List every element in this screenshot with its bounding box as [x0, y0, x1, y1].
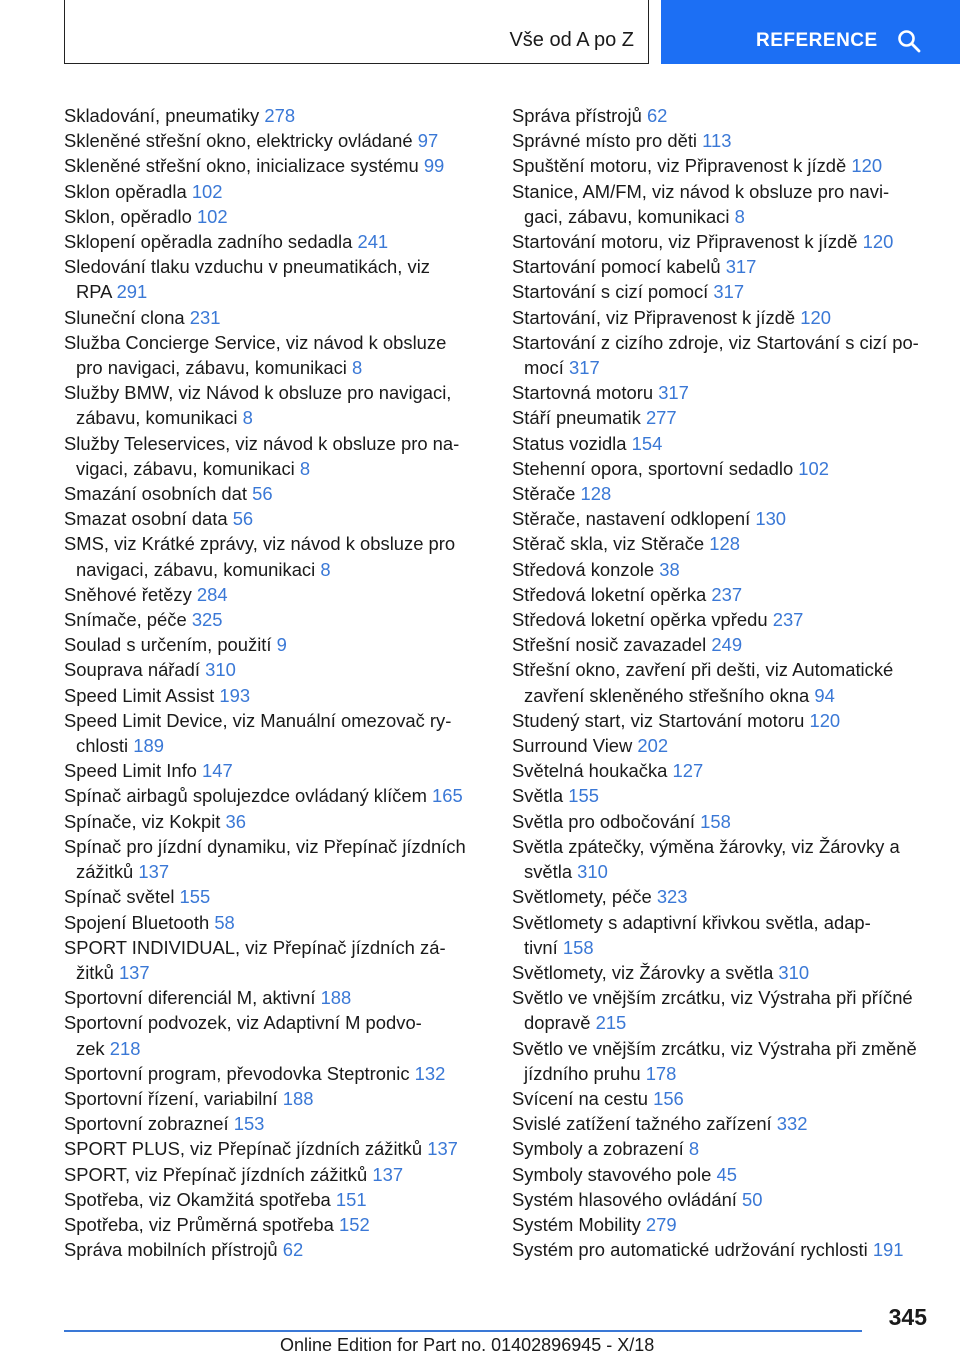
page-reference-link[interactable]: 317: [568, 357, 600, 379]
page-reference-link[interactable]: 158: [700, 810, 731, 832]
page-reference-link[interactable]: 137: [138, 861, 170, 883]
index-entry-text: Skleněné střešní okno, inicializace systému: [64, 155, 419, 177]
index-entry-text: pro navigaci, zábavu, komunikaci: [76, 357, 347, 379]
index-entry: [64, 884, 484, 909]
section-title: Vše od A po Z: [509, 29, 634, 51]
index-entry: [512, 960, 932, 985]
index-entry-text: Střešní nosič zavazadel: [512, 634, 707, 656]
index-entry-text: Stěrače: [512, 483, 576, 505]
index-entry: [64, 481, 484, 506]
index-entry: [64, 1086, 484, 1111]
page-reference-link[interactable]: 215: [595, 1012, 627, 1034]
index-entry-text: Sněhové řetězy: [64, 583, 192, 605]
page-reference-link[interactable]: 188: [320, 987, 352, 1009]
index-entry: [64, 506, 484, 531]
page-reference-link[interactable]: 120: [851, 155, 883, 177]
index-entry: [64, 531, 484, 581]
page-reference-link[interactable]: 8: [688, 1138, 700, 1160]
index-entry: [512, 380, 932, 405]
index-entry: [64, 1187, 484, 1212]
page-reference-link[interactable]: 36: [225, 810, 246, 832]
index-entry: [512, 557, 932, 582]
page-reference-link[interactable]: 130: [755, 508, 787, 530]
footer-divider: [64, 1330, 862, 1332]
index-entry: [512, 834, 932, 884]
page-reference-link[interactable]: 310: [778, 961, 810, 983]
index-entry: [512, 179, 932, 229]
index-entry-text: Sportovní program, převodovka Steptronic: [64, 1062, 410, 1084]
index-entry-text: Startování motoru, viz Připravenost k jízdě: [512, 231, 858, 253]
index-entry-text: Spínače, viz Kokpit: [64, 810, 221, 832]
index-entry-text: Světelná houkačka: [512, 760, 668, 782]
index-entry-text: Služby BMW, viz Návod k obsluze pro navigaci,: [64, 382, 452, 404]
page-reference-link[interactable]: 153: [233, 1113, 265, 1135]
index-entry-text: Stáří pneumatik: [512, 407, 641, 429]
index-entry-text: Status vozidla: [512, 432, 627, 454]
page-reference-link[interactable]: 188: [282, 1087, 314, 1109]
index-entry: [64, 910, 484, 935]
page-reference-link[interactable]: 151: [335, 1188, 367, 1210]
index-entry: [512, 607, 932, 632]
page-reference-link[interactable]: 8: [242, 407, 253, 429]
index-entry: [512, 456, 932, 481]
index-entry-text: Spotřeba, viz Okamžitá spotřeba: [64, 1188, 331, 1210]
page-reference-link[interactable]: 317: [725, 256, 757, 278]
index-entry: [64, 1010, 484, 1060]
index-entry-text: Služba Concierge Service, viz návod k obsluze: [64, 331, 447, 353]
index-entry-text: Speed Limit Device, viz Manuální omezovač ry-: [64, 709, 452, 731]
index-entry-text: Souprava nářadí: [64, 659, 200, 681]
index-entry-text: SMS, viz Krátké zprávy, viz návod k obsluze pro: [64, 533, 456, 555]
page-reference-link[interactable]: 56: [232, 508, 254, 530]
page-reference-link[interactable]: 137: [372, 1163, 404, 1185]
index-entry-text: Snímače, péče: [64, 609, 187, 631]
index-entry: [64, 204, 484, 229]
index-entry: [64, 1111, 484, 1136]
page-reference-link[interactable]: 325: [191, 609, 223, 631]
index-entry-text: zek: [76, 1037, 105, 1059]
index-entry: [64, 330, 484, 380]
index-entry: [512, 128, 932, 153]
page-reference-link[interactable]: 237: [772, 609, 804, 631]
index-entry-text: Symboly stavového pole: [512, 1163, 712, 1185]
index-entry: [64, 1061, 484, 1086]
page-reference-link[interactable]: 249: [711, 634, 743, 656]
page-reference-link[interactable]: 97: [417, 130, 439, 152]
index-entry: [512, 1237, 932, 1262]
index-entry-text: Systém hlasového ovládání: [512, 1188, 737, 1210]
index-entry-text: Správa přístrojů: [512, 105, 642, 126]
index-entry-text: Střešní okno, zavření při dešti, viz Automatické: [512, 659, 894, 681]
index-entry: [512, 1136, 932, 1161]
page-reference-link[interactable]: 317: [713, 281, 745, 303]
index-entry-text: Stanice, AM/FM, viz návod k obsluze pro navi-: [512, 180, 890, 202]
page-reference-link[interactable]: 191: [872, 1239, 904, 1261]
page-reference-link[interactable]: 291: [116, 281, 148, 303]
index-entry-text: Světlomety, viz Žárovky a světla: [512, 961, 774, 983]
index-entry-text: dopravě: [524, 1012, 591, 1034]
index-entry: [512, 1212, 932, 1237]
index-entry-text: Stehenní opora, sportovní sedadlo: [512, 457, 794, 479]
index-entry: [512, 733, 932, 758]
page-reference-link[interactable]: 56: [252, 483, 273, 505]
page-reference-link[interactable]: 127: [672, 760, 704, 782]
page-reference-link[interactable]: 155: [179, 886, 211, 908]
index-entry-text: Sklopení opěradla zadního sedadla: [64, 231, 353, 253]
index-entry: [512, 1187, 932, 1212]
page-reference-link[interactable]: 278: [264, 105, 296, 126]
index-entry: [64, 229, 484, 254]
index-entry-text: navigaci, zábavu, komunikaci: [76, 558, 316, 580]
page-reference-link[interactable]: 202: [637, 735, 669, 757]
index-entry-text: Středová loketní opěrka: [512, 583, 707, 605]
index-entry: [512, 582, 932, 607]
index-entry: [512, 279, 932, 304]
page-reference-link[interactable]: 137: [118, 961, 150, 983]
index-entry: [512, 1086, 932, 1111]
index-entry-text: Soulad s určením, použití: [64, 634, 272, 656]
section-header: [64, 0, 649, 64]
index-entry-text: Světla pro odbočování: [512, 810, 696, 832]
index-entry: [64, 153, 484, 178]
index-entry: [64, 380, 484, 430]
index-entry-text: Skladování, pneumatiky: [64, 105, 260, 126]
index-entry: [512, 985, 932, 1035]
index-entry-text: Sledování tlaku vzduchu v pneumatikách, viz: [64, 256, 430, 278]
index-entry-text: Speed Limit Assist: [64, 684, 215, 706]
index-entry: [512, 1162, 932, 1187]
index-entry: [64, 1136, 484, 1161]
index-entry-text: mocí: [524, 357, 564, 379]
page-reference-link[interactable]: 102: [191, 180, 223, 202]
index-entry: [512, 330, 932, 380]
index-entry-text: Středová konzole: [512, 558, 655, 580]
index-entry-text: tivní: [524, 936, 558, 958]
index-entry: [64, 657, 484, 682]
index-entry-text: Správné místo pro děti: [512, 130, 698, 152]
index-entry: [512, 758, 932, 783]
search-icon[interactable]: [897, 29, 921, 53]
page-reference-link[interactable]: 50: [742, 1188, 763, 1210]
reference-tab[interactable]: [661, 0, 960, 64]
index-entry-text: Středová loketní opěrka vpředu: [512, 609, 768, 631]
page-reference-link[interactable]: 128: [580, 483, 612, 505]
index-entry-text: Sklon opěradla: [64, 180, 187, 202]
index-entry: [64, 683, 484, 708]
index-entry-text: Stěrače, nastavení odklopení: [512, 508, 751, 530]
index-entry-text: Systém pro automatické udržování rychlosti: [512, 1239, 868, 1261]
index-entry-text: SPORT, viz Přepínač jízdních zážitků: [64, 1163, 368, 1185]
index-entry-text: Startování s cizí pomocí: [512, 281, 709, 303]
index-entry: [64, 254, 484, 304]
page-reference-link[interactable]: 62: [646, 105, 668, 126]
index-entry: [512, 481, 932, 506]
page-reference-link[interactable]: 310: [577, 861, 608, 883]
page-reference-link[interactable]: 8: [299, 457, 311, 479]
page-reference-link[interactable]: 189: [133, 735, 164, 757]
index-column-left: [64, 103, 484, 1262]
index-entry-text: Startovná motoru: [512, 382, 654, 404]
page-reference-link[interactable]: 62: [282, 1239, 304, 1261]
index-entry: [512, 405, 932, 430]
index-entry: [512, 657, 932, 707]
page-reference-link[interactable]: 231: [189, 306, 221, 328]
page-reference-link[interactable]: 99: [423, 155, 445, 177]
index-entry-text: Studený start, viz Startování motoru: [512, 709, 805, 731]
index-entry-text: Spuštění motoru, viz Připravenost k jízdě: [512, 155, 847, 177]
index-entry: [512, 910, 932, 960]
index-entry: [512, 632, 932, 657]
index-entry-text: Sluneční clona: [64, 306, 185, 328]
page-reference-link[interactable]: 218: [109, 1037, 141, 1059]
index-entry: [64, 607, 484, 632]
index-entry: [64, 1162, 484, 1187]
index-entry: [64, 1212, 484, 1237]
index-entry-text: Sportovní řízení, variabilní: [64, 1087, 278, 1109]
page-reference-link[interactable]: 193: [219, 684, 251, 706]
index-entry-text: Speed Limit Info: [64, 760, 197, 782]
page-reference-link[interactable]: 45: [716, 1163, 737, 1185]
page-reference-link[interactable]: 8: [352, 357, 363, 379]
index-entry: [512, 153, 932, 178]
index-entry: [512, 305, 932, 330]
index-entry: [64, 632, 484, 657]
index-entry-text: Symboly a zobrazení: [512, 1138, 684, 1160]
page-reference-link[interactable]: 120: [800, 306, 831, 328]
index-entry: [64, 305, 484, 330]
index-entry-text: Sportovní diferenciál M, aktivní: [64, 987, 316, 1009]
index-entry: [64, 935, 484, 985]
page-reference-link[interactable]: 38: [659, 558, 680, 580]
index-entry: [64, 431, 484, 481]
index-entry-text: Smazat osobní data: [64, 508, 228, 530]
index-entry-text: zavření skleněného střešního okna: [524, 684, 810, 706]
index-entry-text: žitků: [76, 961, 114, 983]
index-entry-text: Systém Mobility: [512, 1213, 641, 1235]
page-reference-link[interactable]: 94: [814, 684, 835, 706]
index-entry: [64, 834, 484, 884]
page-reference-link[interactable]: 113: [702, 130, 732, 152]
index-entry-text: vigaci, zábavu, komunikaci: [76, 457, 295, 479]
index-entry-text: Sportovní zobrazneí: [64, 1113, 229, 1135]
page-reference-link[interactable]: 102: [196, 205, 228, 227]
index-entry: [512, 1111, 932, 1136]
index-entry-text: chlosti: [76, 735, 129, 757]
index-entry-text: Světla: [512, 785, 564, 807]
index-entry: [512, 506, 932, 531]
index-entry: [512, 884, 932, 909]
index-entry-text: Svícení na cestu: [512, 1087, 648, 1109]
index-entry-text: Skleněné střešní okno, elektricky ovládané: [64, 130, 413, 152]
index-entry-text: Startování pomocí kabelů: [512, 256, 721, 278]
page-reference-link[interactable]: 58: [214, 911, 235, 933]
index-entry-text: jízdního pruhu: [524, 1062, 641, 1084]
page-reference-link[interactable]: 323: [656, 886, 688, 908]
index-entry: [512, 1036, 932, 1086]
index-entry-text: Startování z cizího zdroje, viz Startování s cizí po-: [512, 331, 919, 353]
index-entry-text: Sklon, opěradlo: [64, 205, 192, 227]
index-entry-text: Světlo ve vnějším zrcátku, viz Výstraha při příčné: [512, 987, 913, 1009]
index-entry: [64, 179, 484, 204]
page-reference-link[interactable]: 155: [568, 785, 599, 807]
index-entry-text: Smazání osobních dat: [64, 483, 247, 505]
index-entry-text: Surround View: [512, 735, 633, 757]
page-reference-link[interactable]: 9: [276, 634, 287, 656]
page-reference-link[interactable]: 8: [320, 558, 331, 580]
index-entry-text: světla: [524, 861, 573, 883]
index-column-right: [512, 103, 932, 1262]
index-entry: [512, 531, 932, 556]
index-entry-text: zábavu, komunikaci: [76, 407, 238, 429]
index-entry: [64, 758, 484, 783]
index-entry-text: Spínač airbagů spolujezdce ovládaný klíčem: [64, 785, 427, 807]
page-reference-link[interactable]: 178: [645, 1062, 677, 1084]
index-entry-text: SPORT PLUS, viz Přepínač jízdních zážitků: [64, 1138, 423, 1160]
index-entry-text: SPORT INDIVIDUAL, viz Přepínač jízdních zá-: [64, 936, 446, 958]
index-entry-text: Startování, viz Připravenost k jízdě: [512, 306, 796, 328]
page-reference-link[interactable]: 158: [562, 936, 594, 958]
page-reference-link[interactable]: 120: [809, 709, 841, 731]
footer: [280, 1335, 654, 1356]
page-reference-link[interactable]: 156: [653, 1087, 684, 1109]
page-reference-link[interactable]: 154: [631, 432, 663, 454]
page-reference-link[interactable]: 120: [862, 231, 894, 253]
page-reference-link[interactable]: 165: [432, 785, 463, 807]
page-reference-link[interactable]: 237: [711, 583, 743, 605]
index-entry: [512, 431, 932, 456]
page-reference-link[interactable]: 132: [414, 1062, 446, 1084]
index-entry: [64, 582, 484, 607]
reference-label: REFERENCE: [756, 30, 878, 51]
page-reference-link[interactable]: 8: [734, 205, 745, 227]
index-entry: [512, 783, 932, 808]
index-entry-text: Správa mobilních přístrojů: [64, 1239, 278, 1261]
page-reference-link[interactable]: 317: [658, 382, 689, 404]
index-entry-text: gaci, zábavu, komunikaci: [524, 205, 730, 227]
index-entry: [64, 708, 484, 758]
index-entry: [512, 809, 932, 834]
page-reference-link[interactable]: 310: [205, 659, 236, 681]
index-entry-text: Spotřeba, viz Průměrná spotřeba: [64, 1213, 334, 1235]
index-entry-text: Světla zpátečky, výměna žárovky, viz Žárovky a: [512, 835, 900, 857]
page-reference-link[interactable]: 102: [798, 457, 829, 479]
index-entry-text: Služby Teleservices, viz návod k obsluze pro na-: [64, 432, 460, 454]
index-entry-text: Spínač světel: [64, 886, 175, 908]
index-entry-text: Spínač pro jízdní dynamiku, viz Přepínač jízdních: [64, 835, 466, 857]
page-reference-link[interactable]: 279: [645, 1213, 677, 1235]
page-reference-link[interactable]: 332: [776, 1113, 808, 1135]
page-reference-link[interactable]: 147: [202, 760, 233, 782]
index-entry: [64, 103, 484, 128]
index-entry: [512, 103, 932, 128]
page-reference-link[interactable]: 284: [196, 583, 228, 605]
footer-edition-text: Online Edition for Part no. 01402896945 - X/18: [280, 1335, 655, 1355]
index-entry-text: Sportovní podvozek, viz Adaptivní M podvo-: [64, 1012, 422, 1034]
index-entry-text: zážitků: [76, 861, 134, 883]
index-entry-text: Světlomety, péče: [512, 886, 652, 908]
index-entry-text: Svislé zatížení tažného zařízení: [512, 1113, 772, 1135]
index-entry: [64, 783, 484, 808]
index-entry-text: Světlo ve vnějším zrcátku, viz Výstraha při změně: [512, 1037, 917, 1059]
index-entry-text: RPA: [76, 281, 112, 303]
page-reference-link[interactable]: 277: [645, 407, 677, 429]
page-reference-link[interactable]: 241: [357, 231, 389, 253]
page-number: 345: [888, 1304, 927, 1330]
page-reference-link[interactable]: 128: [709, 533, 740, 555]
index-entry: [64, 128, 484, 153]
index-entry: [512, 254, 932, 279]
index-entry-text: Stěrač skla, viz Stěrače: [512, 533, 705, 555]
index-entry: [64, 809, 484, 834]
index-entry-text: Spojení Bluetooth: [64, 911, 210, 933]
page-reference-link[interactable]: 137: [427, 1138, 458, 1160]
page-reference-link[interactable]: 152: [339, 1213, 370, 1235]
index-entry: [64, 985, 484, 1010]
index-entry: [64, 1237, 484, 1262]
index-entry: [512, 708, 932, 733]
index-entry-text: Světlomety s adaptivní křivkou světla, adap-: [512, 911, 871, 933]
index-entry: [512, 229, 932, 254]
